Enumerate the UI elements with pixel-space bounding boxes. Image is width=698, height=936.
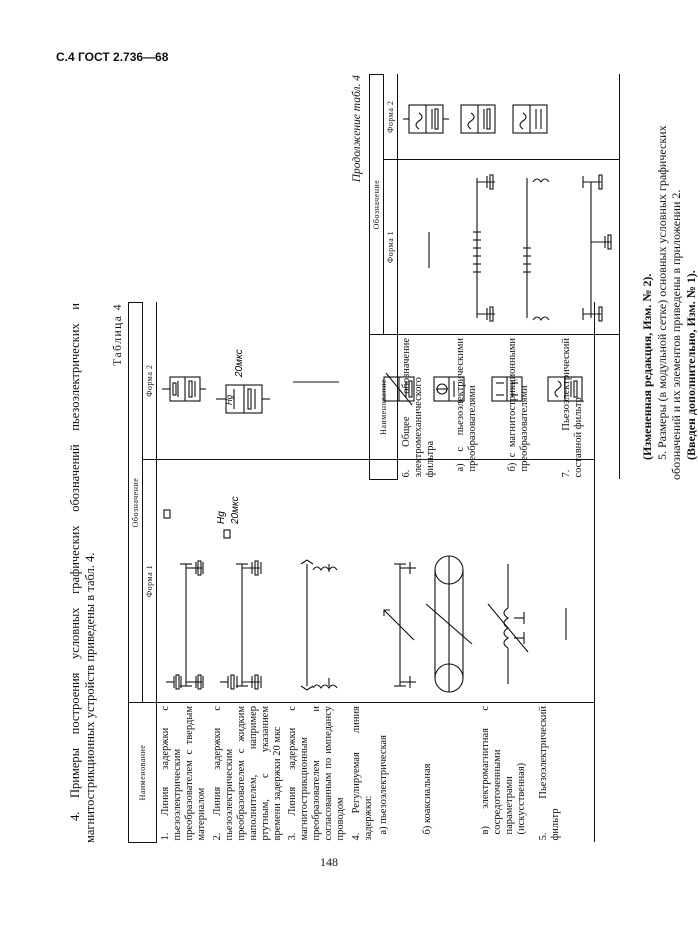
row-form2 bbox=[452, 75, 504, 160]
row-form2 bbox=[558, 75, 620, 160]
row-form1 bbox=[398, 160, 452, 335]
notes bbox=[640, 75, 698, 480]
hg-label-form2: Hg bbox=[224, 394, 234, 405]
table-row bbox=[157, 303, 209, 843]
table-row bbox=[504, 75, 558, 480]
row-name: 7. Пьезоэлектрический составной фильтр bbox=[558, 335, 620, 480]
delay-line-solid-form1 bbox=[160, 464, 206, 700]
row-form1 bbox=[535, 460, 595, 703]
table-row bbox=[452, 75, 504, 480]
electromech-filter-form2 bbox=[401, 77, 449, 157]
row-form2 bbox=[504, 75, 558, 160]
col-name-header: Наименование bbox=[370, 335, 398, 480]
time-label-form1: 20мкс bbox=[229, 496, 241, 524]
row-name: а) с пьезоэлектрическими преобразователями bbox=[452, 335, 504, 480]
col-designation-header: Обозначение bbox=[129, 303, 143, 703]
hg-label-form1: Hg bbox=[215, 511, 227, 524]
row-form1 bbox=[284, 460, 348, 703]
row-form1 bbox=[209, 460, 284, 703]
table-4-label: Таблица 4 bbox=[112, 303, 124, 366]
page-number: 148 bbox=[320, 855, 338, 869]
table-row bbox=[209, 303, 284, 843]
table-row bbox=[284, 303, 348, 843]
row-form2 bbox=[284, 303, 348, 460]
row-form1 bbox=[375, 460, 419, 703]
note-amendment-1: (Введен дополнительно, Изм. № 1). bbox=[683, 270, 698, 460]
delay-line-magnetostrictive-form2 bbox=[287, 307, 345, 457]
adjustable-piezo-form1 bbox=[378, 464, 418, 700]
row-form2 bbox=[209, 303, 284, 460]
row-form1 bbox=[348, 460, 375, 703]
table-row bbox=[558, 75, 620, 480]
row-name: 1. Линия задержки с пьезоэлектрическим преобразователем с твердым материалом bbox=[157, 703, 209, 843]
row-form2 bbox=[398, 75, 452, 160]
col-form1-header: Форма 1 bbox=[143, 460, 157, 703]
row-form1 bbox=[157, 460, 209, 703]
electromech-magnetostrictive-form2 bbox=[507, 77, 555, 157]
col-form2-header: Форма 2 bbox=[143, 303, 157, 460]
table-row bbox=[398, 75, 452, 480]
adjustable-coaxial-form1 bbox=[422, 464, 476, 700]
intro-paragraph: 4. Примеры построения условных графических обозначений пьезоэлектрических и магнитострикционных устройств приведены в табл. 4. bbox=[68, 303, 97, 843]
delay-line-liquid-form1 bbox=[212, 464, 272, 700]
electromech-magnetostrictive-form1 bbox=[507, 164, 555, 332]
row-name: б) с магнитострикционными преобразователями bbox=[504, 335, 558, 480]
row-name: 5. Пьезоэлектрический фильтр bbox=[535, 703, 595, 843]
col-form2-header: Форма 2 bbox=[384, 75, 398, 160]
row-form2 bbox=[157, 303, 209, 460]
row-form1 bbox=[504, 160, 558, 335]
row-name: 2. Линия задержки с пьезоэлектрическим преобразователем с жидким наполнителем, например ртутным, с указанием времени задержки 20 мкс bbox=[209, 703, 284, 843]
row-name: а) пьезоэлектрическая bbox=[375, 703, 419, 843]
row-name: 6. Общее обозначение электромеханического фильтра bbox=[398, 335, 452, 480]
electromech-piezo-form2 bbox=[455, 77, 501, 157]
electromech-filter-form1 bbox=[401, 164, 449, 332]
delay-line-liquid-form2 bbox=[212, 307, 272, 457]
composite-filter-form1 bbox=[561, 164, 619, 332]
right-rotated-block bbox=[351, 75, 698, 480]
col-name-header: Наименование bbox=[129, 703, 157, 843]
row-form1 bbox=[558, 160, 620, 335]
row-name: 3. Линия задержки с магнитострикционным преобразователем и согласованным по импедансу проводом bbox=[284, 703, 348, 843]
col-form1-header: Форма 1 bbox=[384, 160, 398, 335]
delay-line-magnetostrictive-form1 bbox=[287, 464, 345, 700]
col-designation-header: Обозначение bbox=[370, 75, 384, 335]
page-header: С.4 ГОСТ 2.736—68 bbox=[56, 50, 169, 64]
row-name: б) коаксиальная bbox=[419, 703, 477, 843]
row-form1 bbox=[477, 460, 535, 703]
row-name: 4. Регулируемая линия задержки: bbox=[348, 703, 375, 843]
table-4-continuation bbox=[369, 74, 620, 480]
row-name: в) электромагнитная с сосредоточенными параметрами (искусственная) bbox=[477, 703, 535, 843]
electromech-piezo-form1 bbox=[455, 164, 501, 332]
adjustable-electromagnetic-form1 bbox=[480, 464, 534, 700]
note-paragraph-5: 5. Размеры (в модульной сетке) основных условных графических обозначений и их элементов приведены в приложении 2. bbox=[654, 125, 684, 480]
piezo-filter-form1 bbox=[538, 464, 594, 700]
note-amendment-2: (Измененная редакция, Изм. № 2). bbox=[640, 273, 654, 460]
row-form1 bbox=[452, 160, 504, 335]
continuation-label: Продолжение табл. 4 bbox=[351, 75, 363, 183]
delay-line-solid-form2 bbox=[160, 307, 206, 457]
time-label-form2: 20мкс bbox=[233, 349, 245, 377]
row-form1 bbox=[419, 460, 477, 703]
